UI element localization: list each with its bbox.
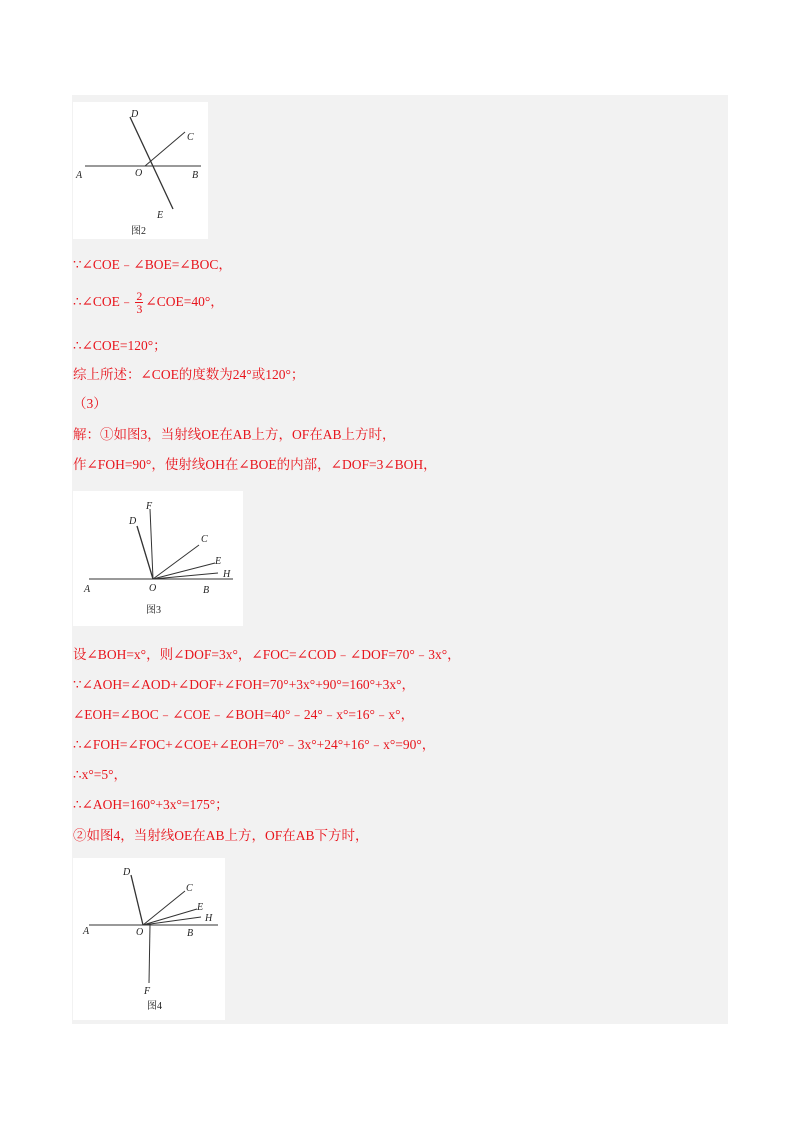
text-line-2-b: ∠COE=40°， (145, 294, 224, 309)
label-d: D (131, 109, 139, 120)
text-line-9: ∵∠AOH=∠AOD+∠DOF+∠FOH=70°+3x°+90°=160°+3x°， (73, 677, 415, 692)
text-line-2-a: ∴∠COE﹣ (73, 294, 134, 309)
label-a: A (83, 926, 90, 937)
label-b: B (192, 170, 199, 181)
text-line-10: ∠EOH=∠BOC﹣∠COE﹣∠BOH=40°﹣24°﹣x°=16°﹣x°， (73, 707, 415, 722)
fraction-numerator: 2 (136, 289, 143, 304)
text-line-7: 作∠FOH=90°，使射线OH在∠BOE的内部，∠DOF=3∠BOH， (73, 457, 437, 472)
text-line-11: ∴∠FOH=∠FOC+∠COE+∠EOH=70°﹣3x°+24°+16°﹣x°=90°， (73, 737, 436, 752)
text-line-14: ②如图4，当射线OE在AB上方，OF在AB下方时， (73, 828, 369, 843)
figure-4-diagram (73, 858, 225, 1020)
figure-2-caption: 图2 (131, 226, 146, 237)
label-c: C (201, 534, 208, 545)
text-line-1: ∵∠COE﹣∠BOE=∠BOC， (73, 257, 232, 272)
label-h: H (205, 913, 213, 924)
figure-2 (73, 102, 208, 239)
label-f: F (144, 986, 151, 997)
text-line-6: 解：①如图3，当射线OE在AB上方，OF在AB上方时， (73, 427, 396, 442)
figure-4-caption: 图4 (147, 1001, 162, 1012)
label-e: E (197, 902, 204, 913)
text-line-2 (73, 286, 224, 318)
figure-4 (73, 858, 225, 1020)
label-b: B (187, 928, 194, 939)
text-line-12: ∴x°=5°， (73, 767, 127, 782)
label-c: C (186, 883, 193, 894)
label-b: B (203, 585, 210, 596)
label-f: F (146, 501, 153, 512)
label-e: E (215, 556, 222, 567)
label-d: D (123, 867, 131, 878)
fraction-denominator: 3 (136, 302, 143, 317)
figure-2-diagram (73, 102, 208, 239)
label-o: O (149, 583, 157, 594)
label-c: C (187, 132, 194, 143)
label-d: D (129, 516, 137, 527)
label-h: H (223, 569, 231, 580)
label-o: O (136, 927, 144, 938)
figure-3-caption: 图3 (146, 605, 161, 616)
text-line-5: （3） (73, 396, 107, 411)
label-o: O (135, 168, 143, 179)
text-line-4: 综上所述：∠COE的度数为24°或120°； (73, 367, 305, 382)
text-line-8: 设∠BOH=x°，则∠DOF=3x°，∠FOC=∠COD﹣∠DOF=70°﹣3x°， (73, 647, 461, 662)
figure-3 (73, 491, 243, 626)
label-a: A (76, 170, 83, 181)
label-e: E (157, 210, 164, 221)
label-a: A (84, 584, 91, 595)
figure-3-diagram (73, 491, 243, 626)
fraction (135, 290, 143, 315)
text-line-13: ∴∠AOH=160°+3x°=175°； (73, 797, 229, 812)
text-line-3: ∴∠COE=120°； (73, 338, 167, 353)
